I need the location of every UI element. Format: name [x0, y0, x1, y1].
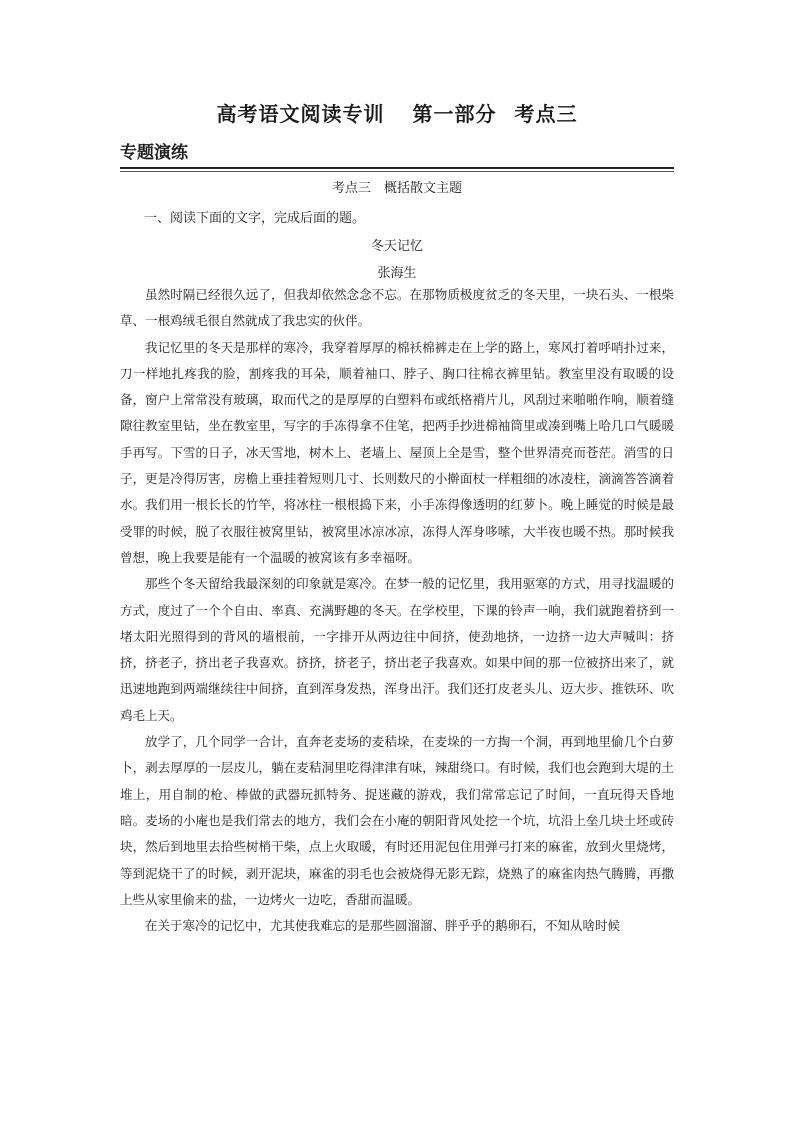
paragraph: 虽然时隔已经很久远了，但我却依然念念不忘。在那物质极度贫乏的冬天里，一块石头、一根柴草、一根鸡绒毛很自然就成了我忠实的伙伴。	[120, 287, 674, 329]
paragraph: 放学了，几个同学一合计，直奔老麦场的麦秸垛，在麦垛的一方掏一个洞，再到地里偷几个白萝卜，剥去厚厚的一层皮儿，躺在麦秸洞里吃得津津有味，辣甜绕口。有时候，我们也会跑到大堤的土堆上，用自制的枪、棒做的武器玩抓特务、捉迷藏的游戏，我们常常忘记了时间，一直玩得天昏地暗。麦场的小庵也是我们常去的地方，我们会在小庵的朝阳背风处挖一个坑，坑沿上垒几块土坯或砖块，然后到地里去拾些树梢干柴，点上火取暖，有时还用泥包住用弹弓打来的麻雀，放到火里烧烤，等到泥烧干了的时候，剥开泥块，麻雀的羽毛也会被烧得无影无踪，烧熟了的麻雀肉热气腾腾，再撒上些从家里偷来的盐，一边烤火一边吃，香甜而温暖。	[120, 734, 674, 907]
title-main: 高考语文阅读专训	[216, 102, 385, 126]
title-part: 第一部分	[412, 102, 497, 126]
essay-body	[120, 282, 674, 939]
instruction-text: 一、阅读下面的文字，完成后面的题。	[144, 211, 366, 226]
essay-author: 张海生	[377, 266, 417, 281]
essay-title: 冬天记忆	[370, 239, 423, 254]
document-title	[120, 98, 674, 127]
paragraph: 在关于寒冷的记忆中，尤其使我难忘的是那些圆溜溜、胖乎乎的鹅卵石，不知从啥时候	[145, 918, 621, 934]
title-point: 考点三	[514, 102, 578, 126]
topic-title: 考点三 概括散文主题	[331, 181, 462, 196]
section-header	[120, 138, 674, 169]
paragraph: 那些个冬天留给我最深刻的印象就是寒冷。在梦一般的记忆里，我用驱寒的方式，用寻找温暖的方式，度过了一个个自由、率真、充满野趣的冬天。在学校里，下课的铃声一响，我们就跑着挤到一堵太阳光照得到的背风的墙根前，一字排开从两边往中间挤，使劲地挤，一边挤一边大声喊叫：挤挤，挤老子，挤出老子我喜欢。挤挤，挤老子，挤出老子我喜欢。如果中间的那一位被挤出来了，就迅速地跑到两端继续往中间挤，直到浑身发热，浑身出汗。我们还打皮老头儿、迈大步、推铁环、吹鸡毛上天。	[120, 576, 674, 723]
section-label: 专题演练	[120, 143, 188, 163]
paragraph: 我记忆里的冬天是那样的寒冷，我穿着厚厚的棉袄棉裤走在上学的路上，寒风打着呼哨扑过来，刀一样地扎疼我的脸，割疼我的耳朵，顺着袖口、脖子、胸口往棉衣裤里钻。教室里没有取暖的设备，窗户上常常没有玻璃，取而代之的是厚厚的白塑料布或纸格褙片儿，风刮过来啪啪作响，顺着缝隙往教室里钻，坐在教室里，写字的手冻得拿不住笔，把两手抄进棉袖筒里或凑到嘴上哈几口气暖暖手再写。下雪的日子，冰天雪地，树木上、老墙上、屋顶上全是雪，整个世界清亮而苍茫。消雪的日子，更是冷得厉害，房檐上垂挂着短则几寸、长则数尺的小擀面杖一样粗细的冰凌柱，滴滴答答滴着水。我们用一根长长的竹竿，将冰柱一根根捣下来，小手冻得像透明的红萝卜。晚上睡觉的时候是最受罪的时候，脱了衣服往被窝里钻，被窝里冰凉冰凉，冻得人浑身哆嗦，大半夜也暖不热。那时候我曾想，晚上我要是能有一个温暖的被窝该有多幸福呀。	[120, 339, 674, 565]
